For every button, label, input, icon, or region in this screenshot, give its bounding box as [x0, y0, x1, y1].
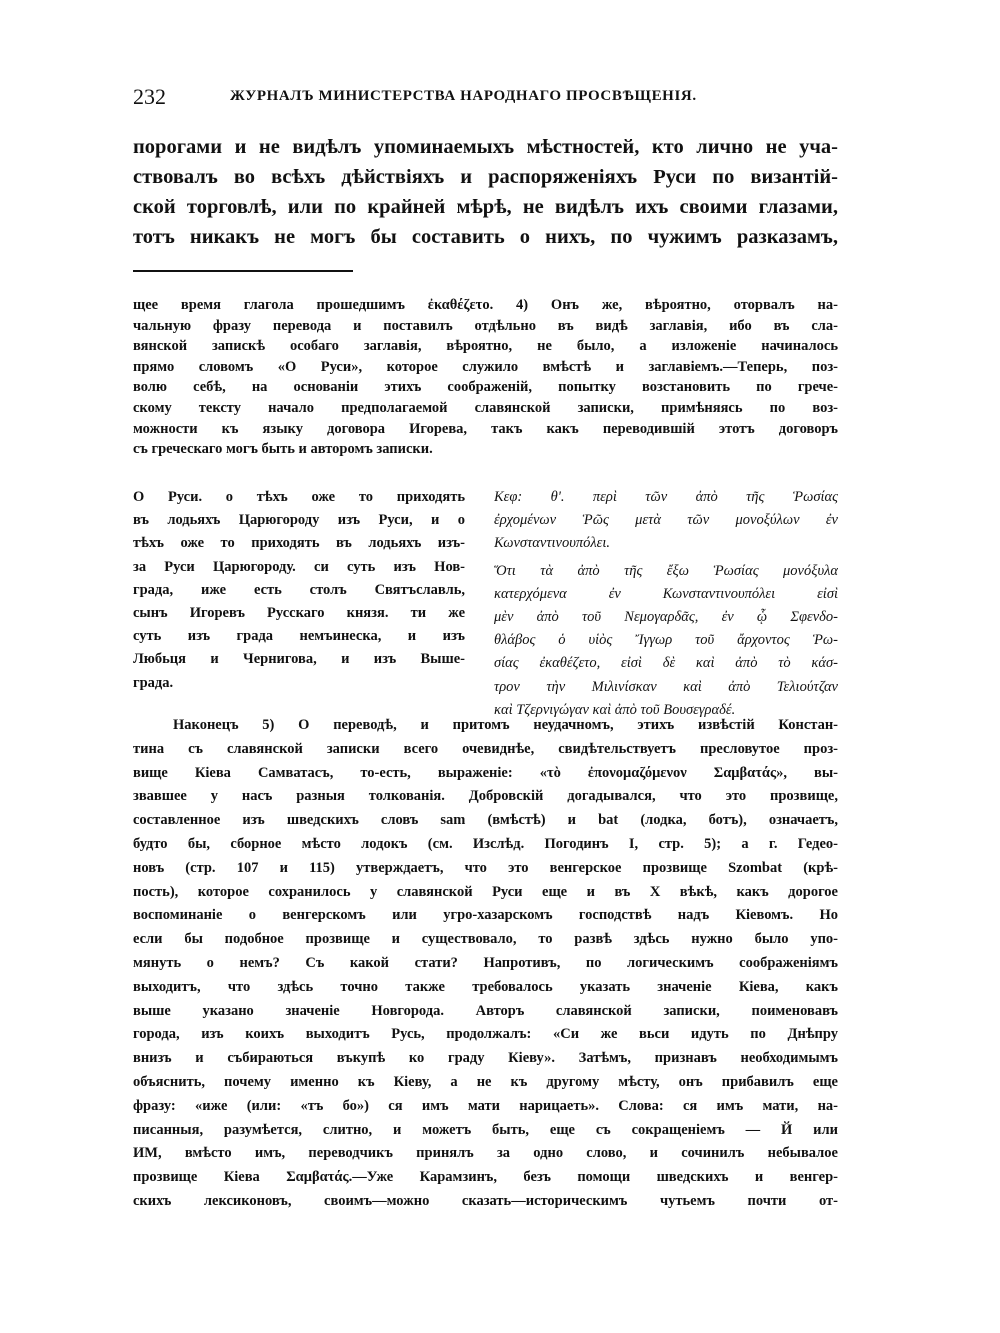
- greek-body-paragraph: [494, 560, 838, 722]
- slavonic-line: града, иже есть столъ Святъславль,: [133, 581, 465, 598]
- main-text-line: ской торговлѣ, или по крайней мѣрѣ, не видѣлъ ихъ своими глазами,: [133, 196, 838, 218]
- greek-line: τρον τὴν Μιλινίσκαν καὶ ἀπὸ Τελιούτζαν: [494, 678, 838, 695]
- greek-line: θλάβος ὁ υἱὸς Ἴγγωρ τοῦ ἄρχοντος Ῥω-: [494, 632, 838, 649]
- page-header: [133, 84, 833, 110]
- body-line: если бы подобное прозвище и существовало, то развѣ здѣсь нужно было упо-: [133, 931, 838, 948]
- body-line: ИМ, вмѣсто имъ, переводчикъ принялъ за одно слово, и сочинилъ небывалое: [133, 1145, 838, 1162]
- main-text-line: тотъ никакъ не могъ бы составить о нихъ, по чужимъ разказамъ,: [133, 226, 838, 248]
- greek-line: καὶ Τζερνιγώγαν καὶ ἀπὸ τοῦ Βουσεγραδέ.: [494, 701, 736, 718]
- footnote-line: съ греческаго могъ быть и авторомъ записки.: [133, 441, 433, 458]
- body-line: будто бы, сборное мѣсто лодокъ (см. Изслѣд. Погодинъ I, стр. 5); а г. Гедео-: [133, 835, 838, 852]
- slavonic-line: тѣхъ оже то приходять въ лодьяхъ изъ-: [133, 535, 465, 552]
- slavonic-line: сынъ Игоревъ Русскаго князя. ти же: [133, 605, 465, 622]
- body-line: новъ (стр. 107 и 115) утверждаетъ, что это венгерское прозвище Szombat (крѣ-: [133, 859, 838, 876]
- greek-line: Κωνσταντινουπόλει.: [494, 535, 611, 552]
- slavonic-line: Любьця и Чернигова, и изъ Вышe-: [133, 651, 465, 668]
- body-line: воспоминаніе о венгерскомъ или угро-хазарскомъ господствѣ надъ Кіевомъ. Но: [133, 907, 838, 924]
- running-head: ЖУРНАЛЪ МИНИСТЕРСТВА НАРОДНАГО ПРОСВѢЩЕНІЯ.: [230, 88, 697, 104]
- footnote-separator: [133, 270, 353, 272]
- body-line: выше указано значеніе Новгорода. Авторъ славянской записки, поименовавъ: [133, 1002, 838, 1019]
- footnote-line: скому тексту начало предполагаемой славянской записки, примѣняясь по воз-: [133, 399, 838, 416]
- greek-line: σίας ἐκαθέζετο, εἰσὶ δὲ καὶ ἀπὸ τὸ κάσ-: [494, 655, 838, 672]
- body-line: составленное изъ шведскихъ словъ sam (вмѣстѣ) и bat (лодка, ботъ), означаетъ,: [133, 812, 838, 829]
- greek-line: μὲν ἀπὸ τοῦ Νεμογαρδᾶς, ἐν ᾧ Σφενδο-: [494, 609, 838, 626]
- body-line: Наконецъ 5) О переводѣ, и притомъ неудачномъ, этихъ извѣстій Констан-: [173, 717, 838, 733]
- greek-line: ἐρχομένων Ῥῶς μετὰ τῶν μονοξύλων ἐν: [494, 512, 838, 529]
- slavonic-line: О Руси. о тѣхъ оже то приходять: [133, 489, 465, 505]
- footnote-line: прямо словомъ «О Руси», которое служило вмѣстѣ и заглавіемъ.—Теперь, поз-: [133, 358, 838, 375]
- greek-line: κατερχόμενα ἐν Κωνσταντινουπόλει εἰσὶ: [494, 585, 838, 602]
- slavonic-reconstruction-column: [133, 486, 465, 695]
- greek-text-column: [494, 486, 838, 722]
- slavonic-line: суть изъ града немъинеска, и изъ: [133, 628, 465, 645]
- greek-line: Ὅτι τὰ ἀπὸ τῆς ἔξω Ῥωσίας μονόξυλα: [494, 562, 838, 579]
- greek-heading-paragraph: [494, 486, 838, 556]
- body-paragraph: [133, 714, 838, 1214]
- slavonic-line: за Руси Царюгороду. си суть изъ Нов-: [133, 558, 465, 575]
- body-line: скихъ лексиконовъ, своимъ—можно сказать—историческимъ чутьемъ почти от-: [133, 1192, 838, 1209]
- body-line: пость), которое сохранилось у славянской Руси еще и въ X вѣкѣ, какъ дорогое: [133, 883, 838, 900]
- body-line: внизъ и събираються въкупѣ ко граду Кіеву». Затѣмъ, признавъ необходимымъ: [133, 1050, 838, 1067]
- footnote-line: щее время глагола прошедшимъ ἐκαθέζετο. 4) Онъ же, вѣроятно, оторвалъ на-: [133, 297, 838, 313]
- greek-line: Κεφ: θ'. περὶ τῶν ἀπὸ τῆς Ῥωσίας: [494, 489, 838, 505]
- footnote-line: волю себѣ, на основаніи этихъ соображеній, попытку возстановить по грече-: [133, 379, 838, 396]
- body-line: вище Кіева Самватасъ, то-есть, выраженіе: «τὸ ἐπονομαζόμενον Σαμβατάς», вы-: [133, 764, 838, 781]
- footnote: [133, 295, 838, 460]
- body-line: прозвище Кіева Σαμβατάς.—Уже Карамзинъ, безъ помощи шведскихъ и венгер-: [133, 1169, 838, 1186]
- body-line: выходитъ, что здѣсь точно также требовалось указать значеніе Кіева, какъ: [133, 978, 838, 995]
- main-text-line: ствовалъ во всѣхъ дѣйствіяхъ и распоряженіяхъ Руси по византій-: [133, 166, 838, 188]
- slavonic-line: града.: [133, 674, 174, 691]
- slavonic-line: въ лодьяхъ Царюгороду изъ Руси, и о: [133, 512, 465, 529]
- page-number: 232: [133, 84, 166, 109]
- footnote-line: можности къ языку договора Игорева, такъ какъ переводившій этотъ договоръ: [133, 420, 838, 437]
- body-line: звавшее у насъ разныя толкованія. Добровскій догадывался, что это прозвище,: [133, 788, 838, 805]
- body-line: писанныя, разумѣется, слитно, и можетъ быть, еще съ сокращеніемъ — Й или: [133, 1121, 838, 1138]
- main-text-line: порогами и не видѣлъ упоминаемыхъ мѣстностей, кто лично не уча-: [133, 136, 838, 158]
- body-line: фразу: «иже (или: «тъ бо») ся имъ мати нарицаеть». Слова: ся имъ мати, на-: [133, 1097, 838, 1114]
- body-line: тина съ славянской записки всего очевиднѣе, свидѣтельствуетъ пресловутое проз-: [133, 740, 838, 757]
- body-line: города, изъ коихъ выходитъ Русь, продолжалъ: «Си же вьси идуть по Днѣпру: [133, 1026, 838, 1043]
- footnote-line: чальную фразу перевода и поставилъ отдѣльно въ видѣ заглавія, ибо въ сла-: [133, 317, 838, 334]
- footnote-line: вянской запискѣ особаго заглавія, вѣроятно, не было, а изложеніе начиналось: [133, 338, 838, 355]
- main-text-continuation: [133, 132, 838, 252]
- body-line: мянуть о немъ? Съ какой стати? Напротивъ, по логическимъ соображеніямъ: [133, 954, 838, 971]
- body-line: объяснить, почему именно къ Кіеву, а не къ другому мѣсту, онъ прибавилъ еще: [133, 1073, 838, 1090]
